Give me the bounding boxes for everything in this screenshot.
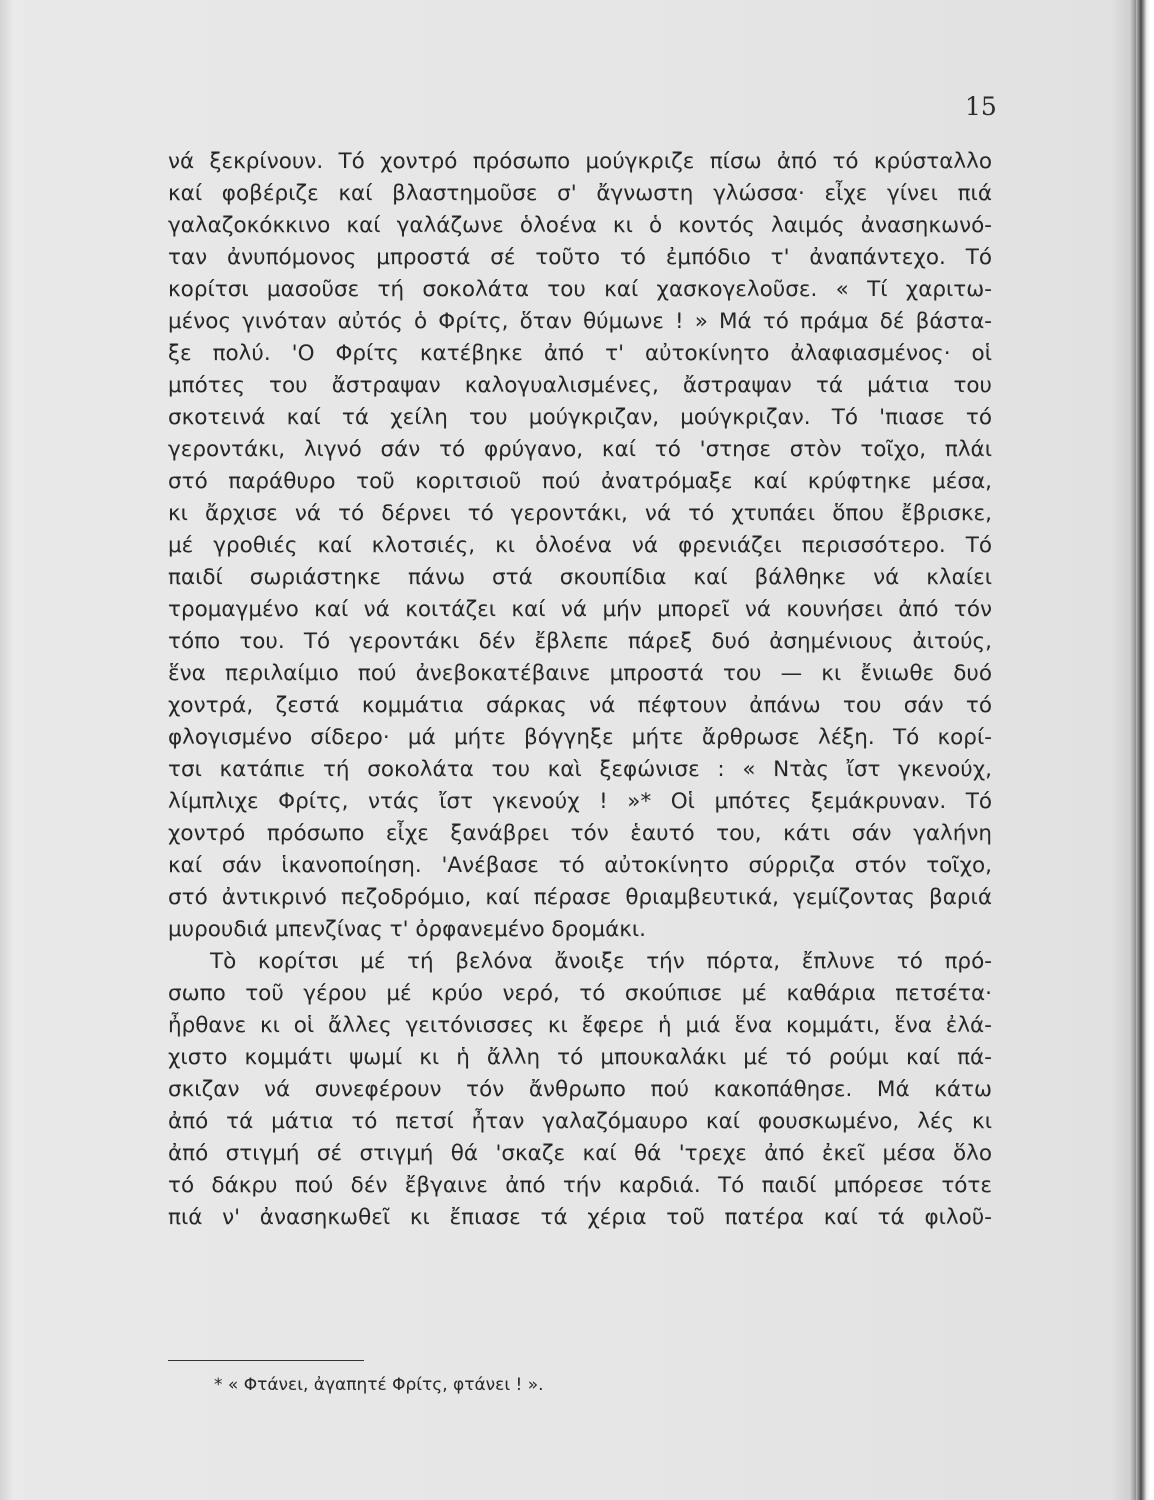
text-line: στό ἀντικρινό πεζοδρόμιο, καί πέρασε θριαμβευτικά, γεμίζοντας βαριά: [168, 885, 992, 910]
text-line: τρομαγμένο καί νά κοιτάζει καί νά μήν μπορεῖ νά κουνήσει ἀπό τόν: [168, 597, 992, 622]
text-line: κορίτσι μασοῦσε τή σοκολάτα του καί χασκογελοῦσε. « Τί χαριτω-: [168, 277, 992, 302]
footnote: * « Φτάνει, ἀγαπητέ Φρίτς, φτάνει ! ».: [214, 1375, 544, 1395]
text-line: πιά ν' ἀνασηκωθεῖ κι ἔπιασε τά χέρια τοῦ πατέρα καί τά φιλοῦ-: [168, 1205, 992, 1230]
text-line: τόπο του. Τό γεροντάκι δέν ἔβλεπε πάρεξ δυό ἀσημένιους ἀιτούς,: [168, 629, 992, 654]
text-line: γεροντάκι, λιγνό σάν τό φρύγανο, καί τό 'στησε στὸν τοῖχο, πλάι: [168, 437, 992, 462]
text-line: κι ἄρχισε νά τό δέρνει τό γεροντάκι, νά τό χτυπάει ὅπου ἔβρισκε,: [168, 501, 992, 526]
page-gutter-shadow: [0, 0, 14, 1500]
text-line: χοντρό πρόσωπο εἶχε ξανάβρει τόν ἑαυτό του, κάτι σάν γαλήνη: [168, 821, 992, 846]
text-line: τό δάκρυ πού δέν ἔβγαινε ἀπό τήν καρδιά. Τό παιδί μπόρεσε τότε: [168, 1173, 992, 1198]
text-line: μένος γινόταν αὐτός ὁ Φρίτς, ὅταν θύμωνε ! » Μά τό πράμα δέ βάστα-: [168, 309, 992, 334]
text-line: χοντρά, ζεστά κομμάτια σάρκας νά πέφτουν ἀπάνω του σάν τό: [168, 693, 992, 718]
text-line: ταν ἀνυπόμονος μπροστά σέ τοῦτο τό ἐμπόδιο τ' ἀναπάντεχο. Τό: [168, 245, 992, 270]
text-line: χιστο κομμάτι ψωμί κι ἡ ἄλλη τό μπουκαλάκι μέ τό ρούμι καί πά-: [168, 1045, 992, 1070]
text-line: καί σάν ἱκανοποίηση. 'Ανέβασε τό αὐτοκίνητο σύρριζα στόν τοῖχο,: [168, 853, 992, 878]
text-line: φλογισμένο σίδερο· μά μήτε βόγγηξε μήτε ἄρθρωσε λέξη. Τό κορί-: [168, 725, 992, 750]
text-line: σωπο τοῦ γέρου μέ κρύο νερό, τό σκούπισε μέ καθάρια πετσέτα·: [168, 981, 992, 1006]
text-line: ἀπό στιγμή σέ στιγμή θά 'σκαζε καί θά 'τρεχε ἀπό ἐκεῖ μέσα ὅλο: [168, 1141, 992, 1166]
text-line: ἕνα περιλαίμιο πού ἀνεβοκατέβαινε μπροστά του — κι ἔνιωθε δυό: [168, 661, 992, 686]
text-line: στό παράθυρο τοῦ κοριτσιοῦ πού ἀνατρόμαξε καί κρύφτηκε μέσα,: [168, 469, 992, 494]
text-line: σκοτεινά καί τά χείλη του μούγκριζαν, μούγκριζαν. Τό 'πιασε τό: [168, 405, 992, 430]
text-line: μέ γροθιές καί κλοτσιές, κι ὁλοένα νά φρενιάζει περισσότερο. Τό: [168, 533, 992, 558]
text-line: ἦρθανε κι οἱ ἄλλες γειτόνισσες κι ἔφερε ἡ μιά ἕνα κομμάτι, ἕνα ἐλά-: [168, 1013, 992, 1038]
text-line: παιδί σωριάστηκε πάνω στά σκουπίδια καί βάλθηκε νά κλαίει: [168, 565, 992, 590]
text-line: λίμπλιχε Φρίτς, ντάς ἴστ γκενούχ ! »* Οἱ μπότες ξεμάκρυναν. Τό: [168, 789, 992, 814]
body-text: [168, 146, 992, 1234]
page-edge: [1136, 0, 1146, 1500]
text-line: ἀπό τά μάτια τό πετσί ἦταν γαλαζόμαυρο καί φουσκωμένο, λές κι: [168, 1109, 992, 1134]
paragraph-end-line: μυρουδιά μπενζίνας τ' ὀρφανεμένο δρομάκι.: [168, 917, 647, 942]
text-line: τσι κατάπιε τή σοκολάτα του καὶ ξεφώνισε : « Ντὰς ἴστ γκενούχ,: [168, 757, 992, 782]
text-line: γαλαζοκόκκινο καί γαλάζωνε ὁλοένα κι ὁ κοντός λαιμός ἀνασηκωνό-: [168, 213, 992, 238]
paragraph-start-line: Τὸ κορίτσι μέ τή βελόνα ἄνοιξε τήν πόρτα, ἔπλυνε τό πρό-: [210, 949, 992, 974]
text-line: καί φοβέριζε καί βλαστημοῦσε σ' ἄγνωστη γλώσσα· εἶχε γίνει πιά: [168, 181, 992, 206]
page-number: 15: [965, 92, 997, 121]
text-line: νά ξεκρίνουν. Τό χοντρό πρόσωπο μούγκριζε πίσω ἀπό τό κρύσταλλο: [168, 149, 992, 174]
text-line: σκιζαν νά συνεφέρουν τόν ἄνθρωπο πού κακοπάθησε. Μά κάτω: [168, 1077, 992, 1102]
text-line: μπότες του ἄστραψαν καλογυαλισμένες, ἄστραψαν τά μάτια του: [168, 373, 992, 398]
text-line: ξε πολύ. 'Ο Φρίτς κατέβηκε ἀπό τ' αὐτοκίνητο ἀλαφιασμένος· οἱ: [168, 341, 992, 366]
footnote-divider: [168, 1360, 364, 1361]
